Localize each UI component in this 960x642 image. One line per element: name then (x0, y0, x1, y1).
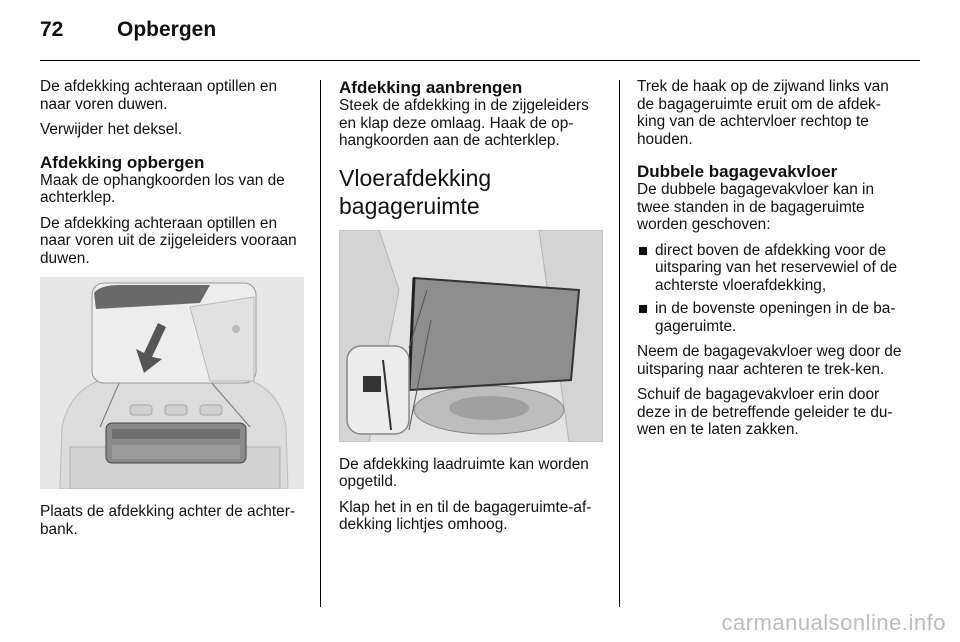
paragraph: Klap het in en til de bagageruimte-af-dekking lichtjes omhoog. (339, 498, 592, 533)
square-bullet-icon (639, 247, 647, 255)
column-left (40, 78, 304, 546)
page-header (40, 18, 920, 60)
column-right (637, 78, 903, 447)
page-title: Opbergen (117, 18, 217, 41)
paragraph: De afdekking achteraan optillen en naar voren duwen. (40, 78, 278, 113)
paragraph: Neem de bagagevakvloer weg door de uitsparing naar achteren te trek-ken. (637, 343, 902, 378)
paragraph: De dubbele bagagevakvloer kan in twee standen in de bagageruimte worden geschoven: (637, 181, 875, 233)
list-item-text: direct boven de afdekking voor de uitsparing van het reservewiel of de achterste vloerafdekking, (655, 241, 898, 294)
list-item-text: in de bovenste openingen in de ba-gageruimte. (655, 300, 896, 335)
paragraph: Verwijder het deksel. (40, 121, 183, 138)
column-divider (320, 80, 321, 607)
list-item (637, 242, 903, 295)
section-title: Vloerafdekking bagageruimte (339, 164, 492, 219)
paragraph: Trek de haak op de zijwand links van de bagageruimte eruit om de afdek-king van de achtervloer rechtop te houden. (637, 78, 889, 148)
page-number: 72 (40, 18, 64, 41)
paragraph: De afdekking laadruimte kan worden opgetild. (339, 455, 589, 490)
section-heading: Dubbele bagagevakvloer (637, 162, 838, 181)
paragraph: Maak de ophangkoorden los van de achterklep. (40, 171, 285, 206)
column-middle (339, 78, 603, 542)
section-heading: Afdekking aanbrengen (339, 78, 523, 97)
paragraph: Steek de afdekking in de zijgeleiders en klap deze omlaag. Haak de op-hangkoorden aan de achterklep. (339, 97, 589, 149)
bullet-list (637, 242, 903, 336)
paragraph: De afdekking achteraan optillen en naar voren uit de zijgeleiders vooraan duwen. (40, 214, 297, 267)
illustration-floor-cover (339, 230, 603, 442)
paragraph: Plaats de afdekking achter de achter-bank. (40, 503, 295, 538)
paragraph: Schuif de bagagevakvloer erin door deze in de betreffende geleider te du-wen en te laten zakken. (637, 386, 893, 438)
illustration-cover-storage (40, 277, 304, 489)
square-bullet-icon (639, 305, 647, 313)
watermark: carmanualsonline.info (721, 610, 946, 635)
column-divider (619, 80, 620, 607)
list-item (637, 300, 903, 335)
section-heading: Afdekking opbergen (40, 152, 205, 172)
header-rule (40, 60, 920, 61)
